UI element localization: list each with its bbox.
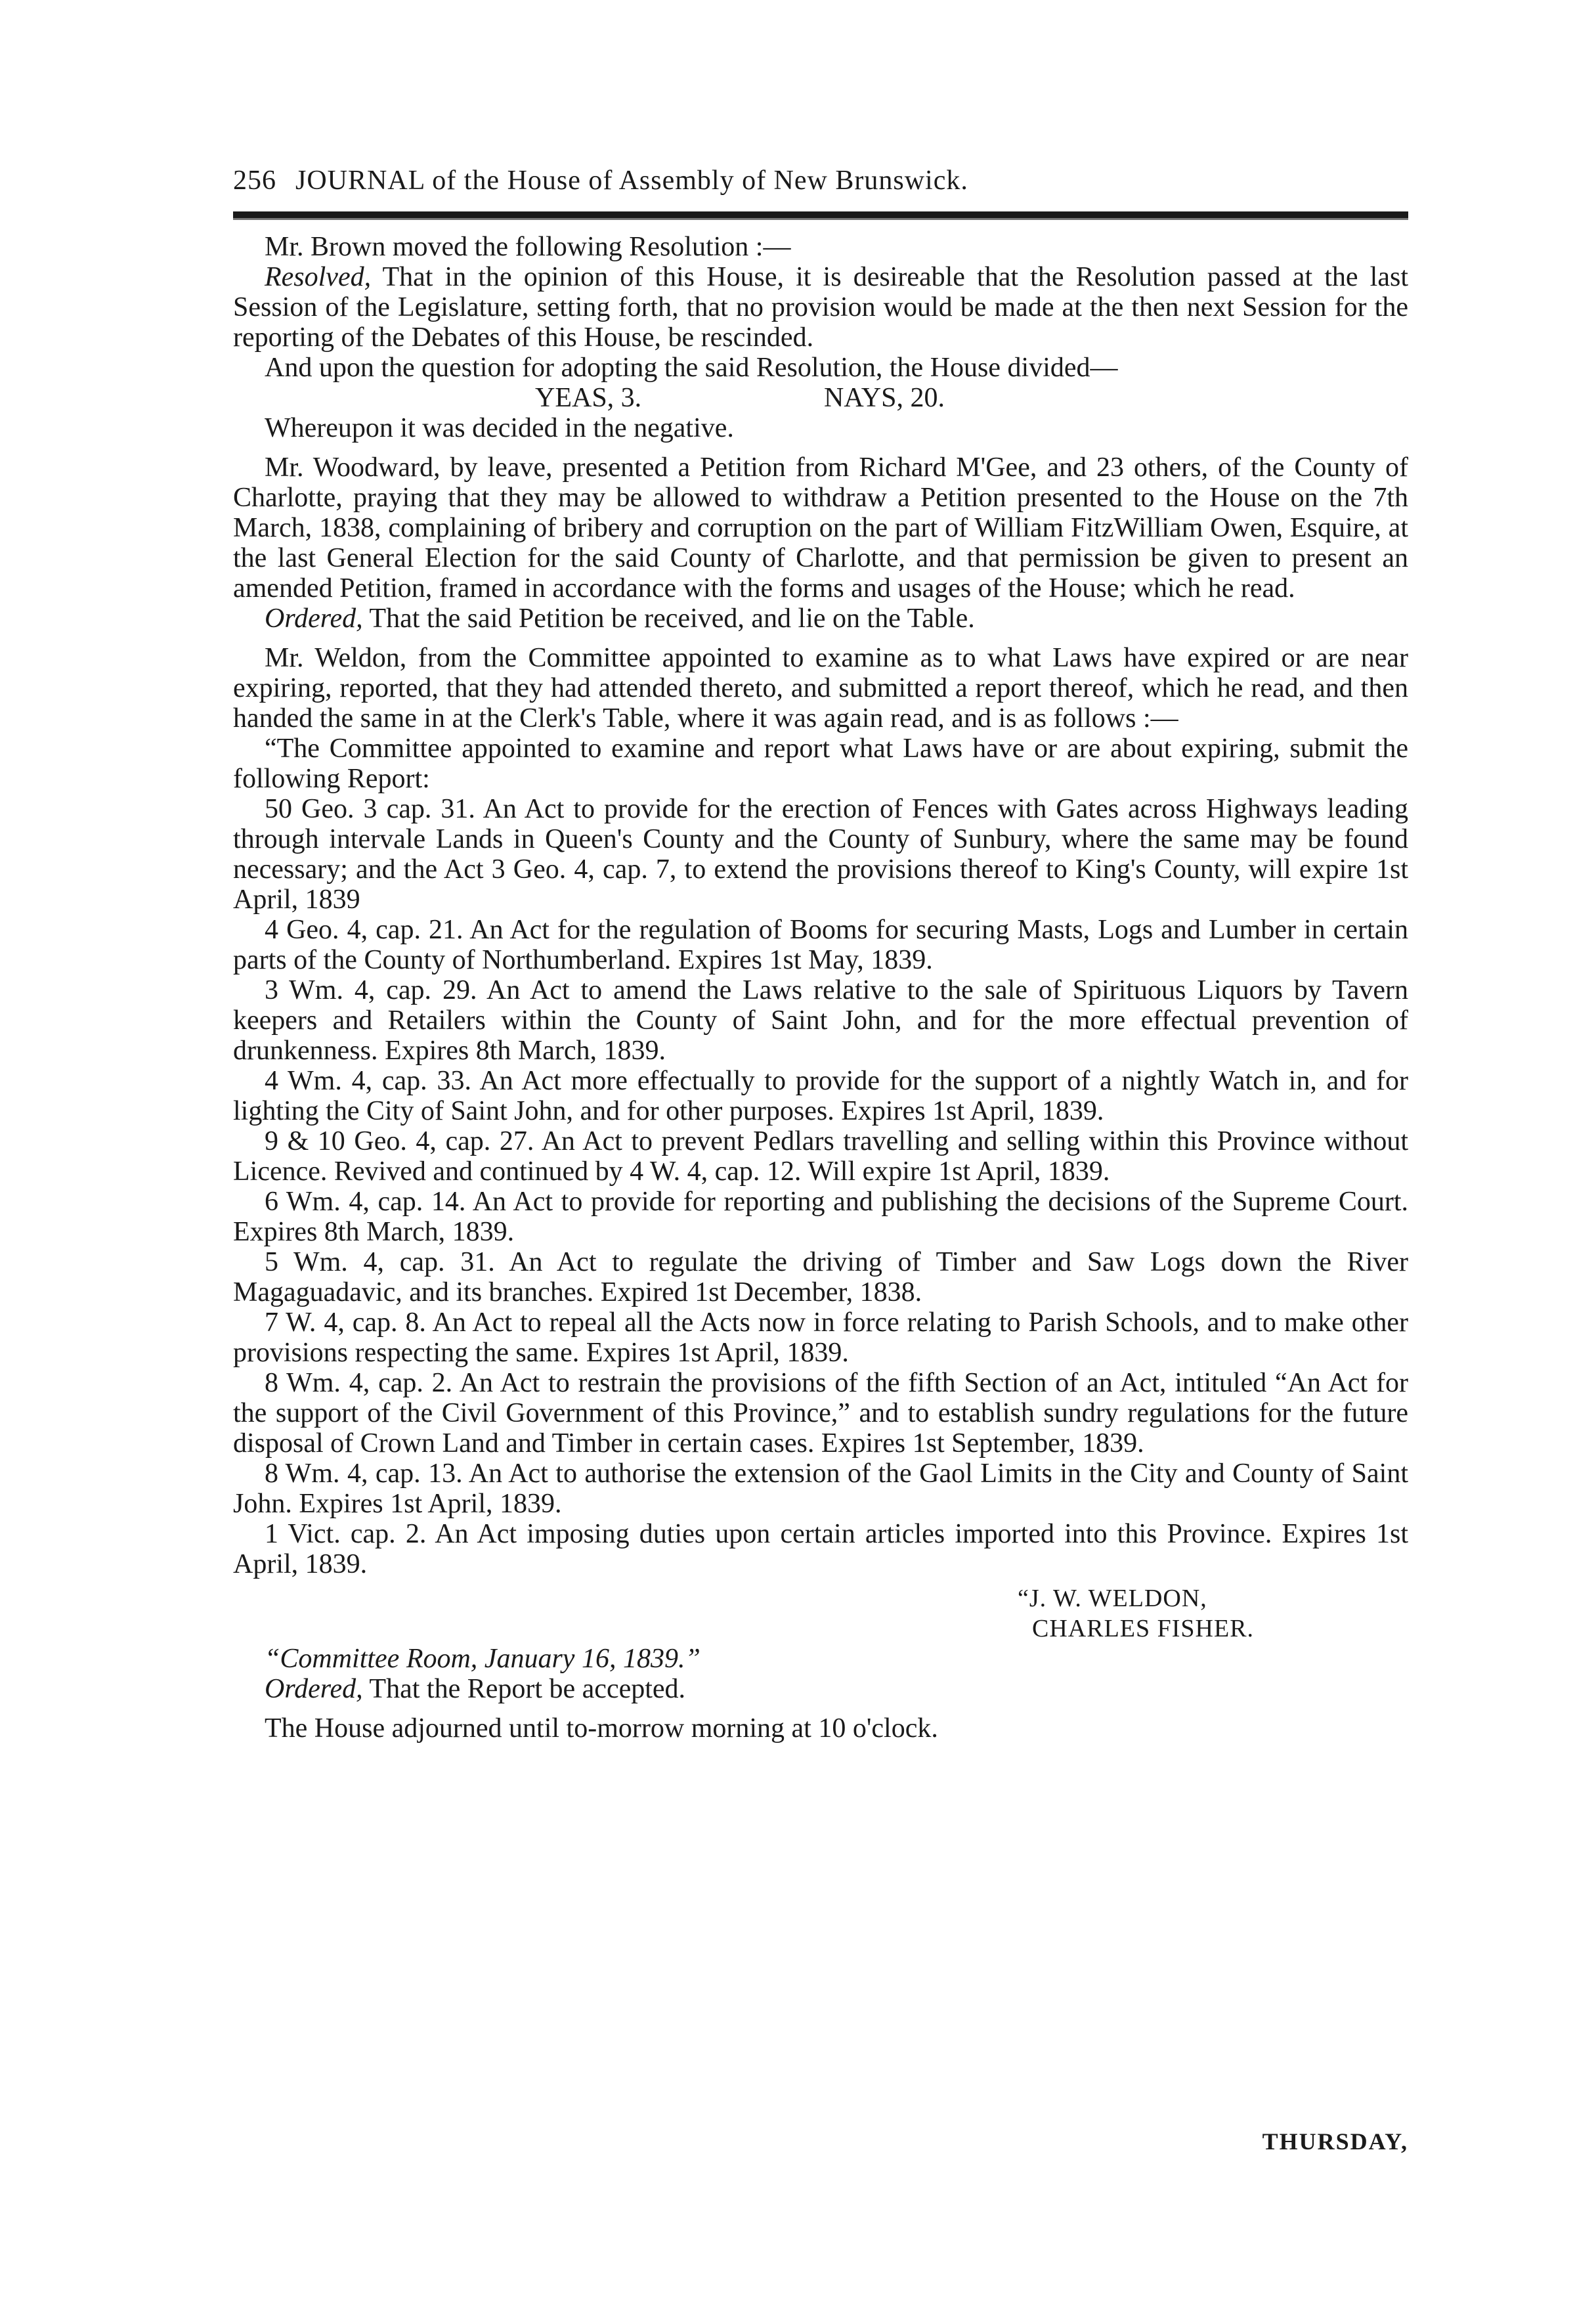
report-item: 6 Wm. 4, cap. 14. An Act to provide for reporting and publishing the decisions of the Supreme Court. Expires 8th March, 1839. — [233, 1187, 1408, 1247]
yeas-count: YEAS, 3. — [535, 383, 642, 413]
report-item: 8 Wm. 4, cap. 13. An Act to authorise the extension of the Gaol Limits in the City and County of Saint John. Expires 1st April, 1839. — [233, 1459, 1408, 1519]
paragraph: Ordered, That the said Petition be received, and lie on the Table. — [265, 604, 975, 634]
report-item: 4 Geo. 4, cap. 21. An Act for the regulation of Booms for securing Masts, Logs and Lumber in certain parts of the County of Northumberland. Expires 1st May, 1839. — [233, 915, 1408, 975]
journal-page — [233, 158, 1408, 2155]
paragraph: Mr. Brown moved the following Resolution :— — [265, 232, 791, 262]
page-header — [233, 158, 1408, 204]
paragraph: Ordered, That the Report be accepted. — [265, 1674, 686, 1704]
paragraph: Resolved, That in the opinion of this House, it is desireable that the Resolution passed at the last Session of the Legislature, setting forth, that no provision would be made at the then next Session for the reporting of the Debates of this House, be rescinded. — [233, 262, 1408, 353]
report-intro: “The Committee appointed to examine and report what Laws have or are about expiring, submit the following Report: — [233, 734, 1408, 794]
report-signatures — [233, 1583, 1408, 1644]
paragraph: The House adjourned until to-morrow morning at 10 o'clock. — [265, 1713, 938, 1744]
signature: “J. W. WELDON, — [1018, 1585, 1207, 1612]
header-rule — [233, 211, 1408, 220]
catchword: THURSDAY, — [1262, 2128, 1408, 2155]
report-item: 3 Wm. 4, cap. 29. An Act to amend the Laws relative to the sale of Spirituous Liquors by Tavern keepers and Retailers within the County of Saint John, and for the more effectual prevention of drunkenness. Expires 8th March, 1839. — [233, 975, 1408, 1066]
committee-room-line: “Committee Room, January 16, 1839.” — [265, 1644, 701, 1674]
report-item: 1 Vict. cap. 2. An Act imposing duties upon certain articles imported into this Province. Expires 1st April, 1839. — [233, 1519, 1408, 1579]
report-item: 9 & 10 Geo. 4, cap. 27. An Act to prevent Pedlars travelling and selling within this Province without Licence. Revived and continued by 4 W. 4, cap. 12. Will expire 1st April, 1839. — [233, 1126, 1408, 1187]
paragraph: Whereupon it was decided in the negative. — [265, 413, 734, 443]
report-item: 5 Wm. 4, cap. 31. An Act to regulate the driving of Timber and Saw Logs down the River Magaguadavic, and its branches. Expired 1st December, 1838. — [233, 1247, 1408, 1307]
running-title: JOURNAL of the House of Assembly of New Brunswick. — [295, 165, 968, 196]
report-item: 8 Wm. 4, cap. 2. An Act to restrain the provisions of the fifth Section of an Act, intituled “An Act for the support of the Civil Government of this Province,” and to establish sundry regulations for the future disposal of Crown Land and Timber in certain cases. Expires 1st September, 1839. — [233, 1368, 1408, 1459]
journal-body — [233, 232, 1408, 1744]
paragraph: Mr. Weldon, from the Committee appointed to examine as to what Laws have expired or are near expiring, reported, that they had attended thereto, and submitted a report thereof, which he read, and then handed the same in at the Clerk's Table, where it was again read, and is as follows :— — [233, 643, 1408, 734]
report-item: 50 Geo. 3 cap. 31. An Act to provide for the erection of Fences with Gates across Highways leading through intervale Lands in Queen's County and the County of Sunbury, where the same may be found necessary; and the Act 3 Geo. 4, cap. 7, to extend the provisions thereof to King's County, will expire 1st April, 1839 — [233, 794, 1408, 915]
page-number: 256 — [233, 165, 276, 196]
report-item: 7 W. 4, cap. 8. An Act to repeal all the Acts now in force relating to Parish Schools, and to make other provisions respecting the same. Expires 1st April, 1839. — [233, 1307, 1408, 1368]
signature: CHARLES FISHER. — [1032, 1615, 1255, 1642]
paragraph: And upon the question for adopting the said Resolution, the House divided— — [265, 353, 1118, 383]
division-result — [233, 383, 1408, 413]
nays-count: NAYS, 20. — [824, 383, 945, 413]
paragraph: Mr. Woodward, by leave, presented a Petition from Richard M'Gee, and 23 others, of the County of Charlotte, praying that they may be allowed to withdraw a Petition presented to the House on the 7th March, 1838, complaining of bribery and corruption on the part of William FitzWilliam Owen, Esquire, at the last General Election for the said County of Charlotte, and that permission be given to present an amended Petition, framed in accordance with the forms and usages of the House; which he read. — [233, 452, 1408, 604]
report-item: 4 Wm. 4, cap. 33. An Act more effectually to provide for the support of a nightly Watch in, and for lighting the City of Saint John, and for other purposes. Expires 1st April, 1839. — [233, 1066, 1408, 1126]
